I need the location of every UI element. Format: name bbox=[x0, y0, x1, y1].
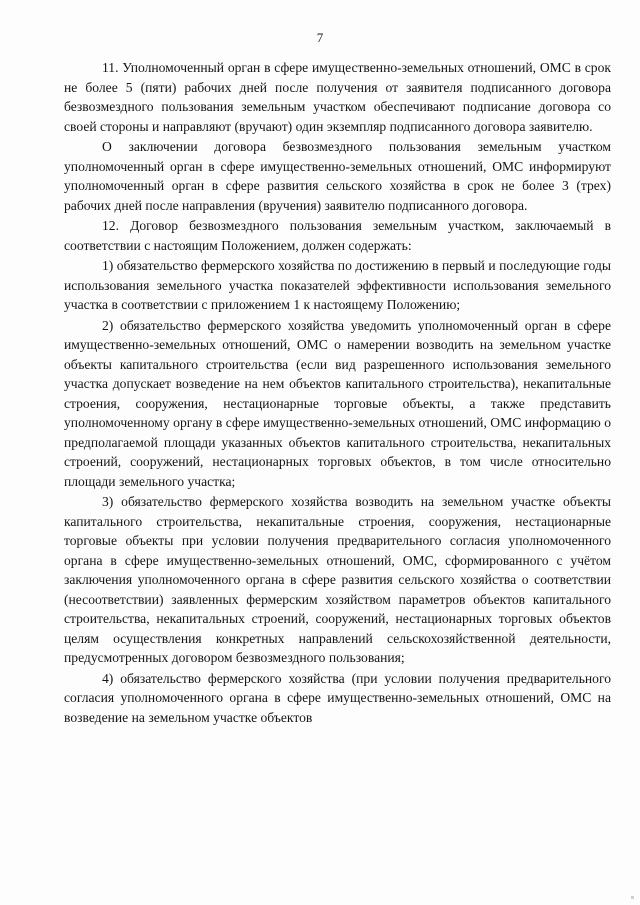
paragraph-notification: О заключении договора безвозмездного пользования земельным участком уполномоченный орган в сфере имущественно-земельных отношений, ОМС информируют уполномоченный орган в сфере развития сельского хозяйства в срок не более 3 (трех) рабочих дней после направления (вручения) заявителю подписанного договора. bbox=[64, 139, 611, 213]
list-item-2: 2) обязательство фермерского хозяйства уведомить уполномоченный орган в сфере имущественно-земельных отношений, ОМС о намерении возводить на земельном участке объекты капитального строительства (если вид разрешенного использования земельного участка допускает возведение на нем объектов капитального строительства), некапитальные строения, сооружения, нестационарные торговые объекты, а также представить уполномоченному органу в сфере имущественно-земельных отношений, ОМС информацию о предполагаемой площади указанных объектов капитального строительства, некапитальных строений, сооружений, нестационарных торговых объектов, в том числе относительно площади земельного участка; bbox=[64, 317, 611, 489]
paragraph-12: 12. Договор безвозмездного пользования земельным участком, заключаемый в соответствии с настоящим Положением, должен содержать: bbox=[64, 218, 611, 253]
document-body bbox=[64, 58, 611, 728]
paragraph-11: 11. Уполномоченный орган в сфере имущественно-земельных отношений, ОМС в срок не более 5 (пяти) рабочих дней после получения от заявителя подписанного договора безвозмездного пользования земельным участком обеспечивают подписание договора со своей стороны и направляют (вручают) один экземпляр подписанного договора заявителю. bbox=[64, 60, 611, 134]
list-item-4: 4) обязательство фермерского хозяйства (при условии получения предварительного согласия уполномоченного органа в сфере имущественно-земельных отношений, ОМС на возведение на земельном участке объектов bbox=[64, 670, 611, 725]
scan-dot bbox=[631, 896, 634, 899]
list-item-1: 1) обязательство фермерского хозяйства по достижению в первый и последующие годы использования земельного участка показателей эффективности использования земельного участка в соответствии с приложением 1 к настоящему Положению; bbox=[64, 258, 611, 312]
list-item-3: 3) обязательство фермерского хозяйства возводить на земельном участке объекты капитального строительства, некапитальные строения, сооружения, нестационарные торговые объекты при условии получения предварительного согласия уполномоченного органа в сфере имущественно-земельных отношений, ОМС, сформированного с учётом заключения уполномоченного органа в сфере развития сельского хозяйства о соответствии (несоответствии) заявленных фермерским хозяйством параметров объектов капитального строительства, некапитальных строений, сооружений, нестационарных торговых объектов целям осуществления конкретных направлений сельскохозяйственной деятельности, предусмотренных договором безвозмездного пользования; bbox=[64, 494, 611, 665]
page-number: 7 bbox=[316, 30, 324, 45]
